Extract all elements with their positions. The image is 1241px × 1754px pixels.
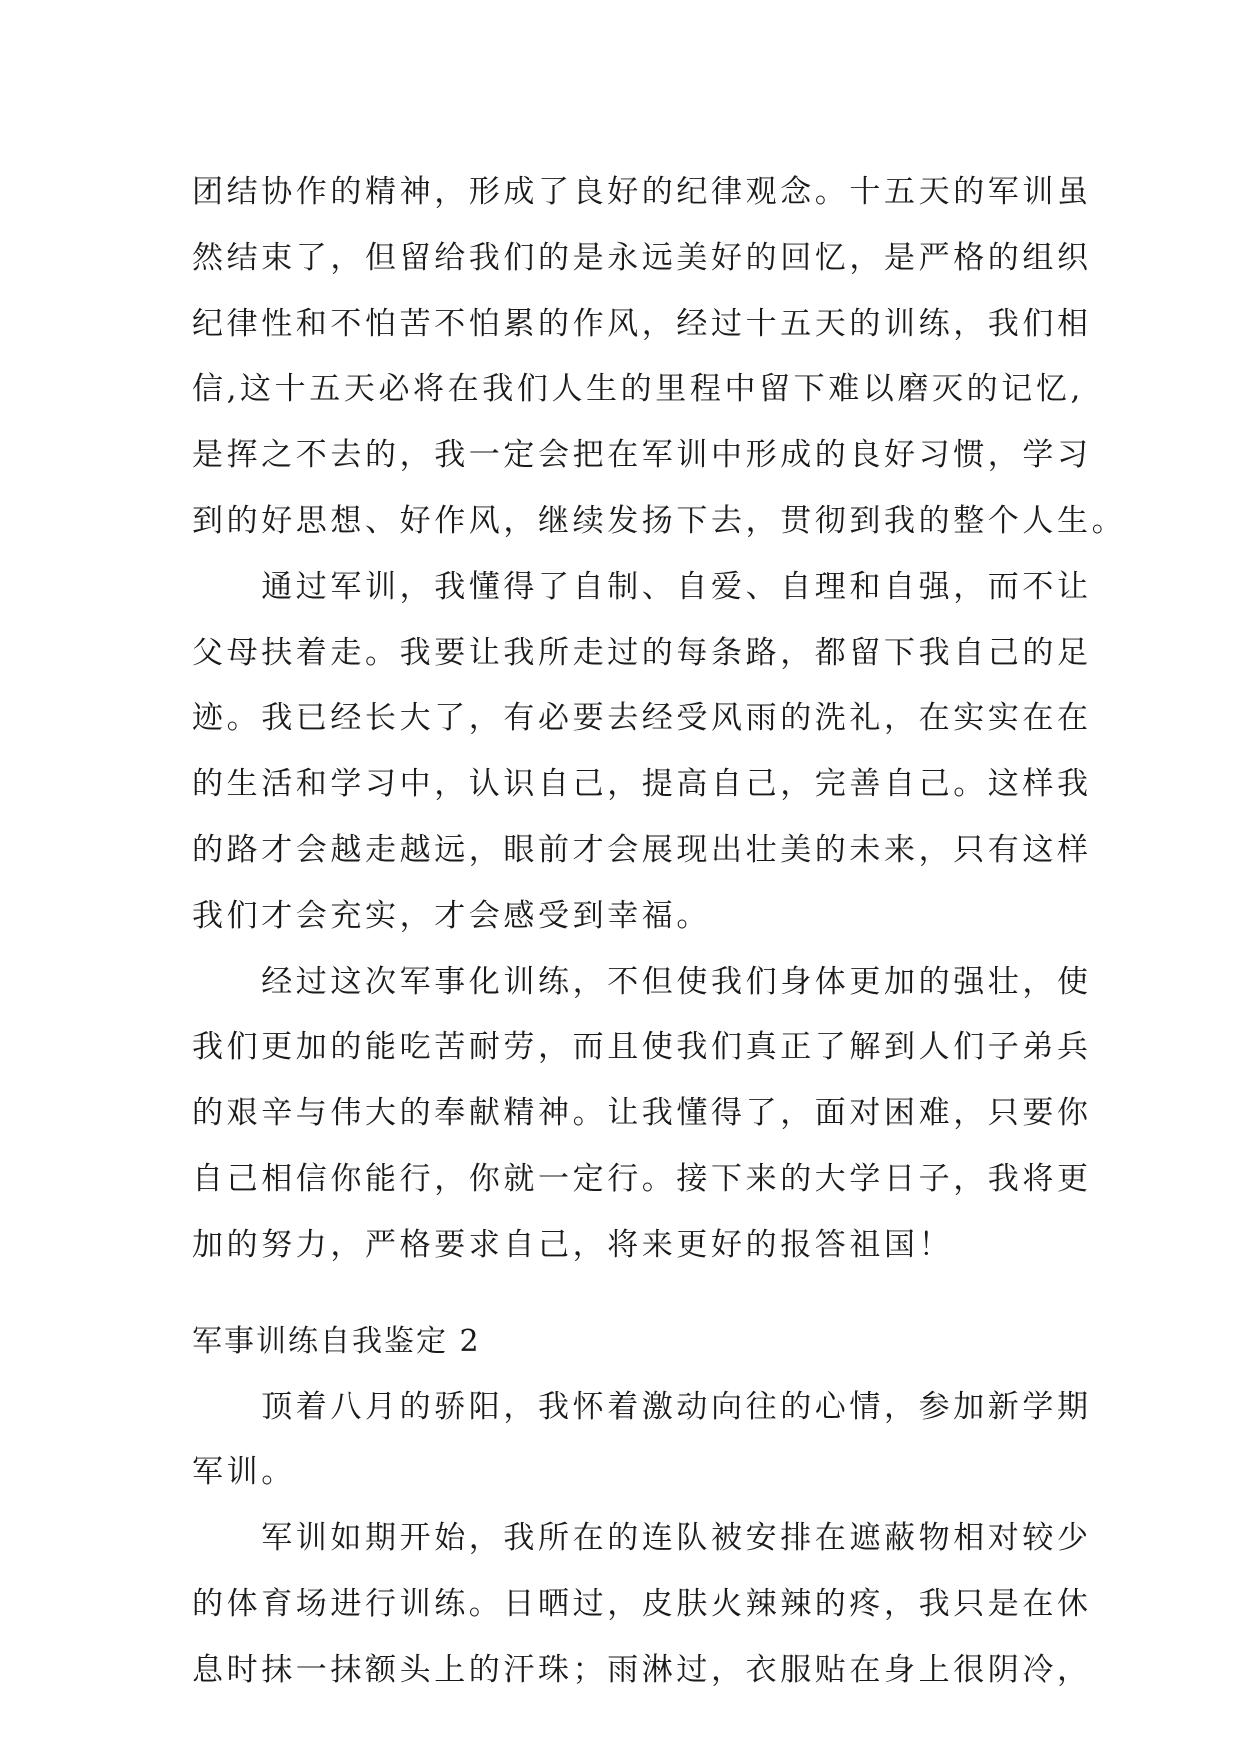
text-line: 纪律性和不怕苦不怕累的作风，经过十五天的训练，我们相 bbox=[192, 305, 1092, 342]
text-line: 自己相信你能行，你就一定行。接下来的大学日子，我将更 bbox=[192, 1160, 1092, 1197]
section-heading: 军事训练自我鉴定 2 bbox=[192, 1323, 481, 1359]
text-line: 经过这次军事化训练，不但使我们身体更加的强壮，使 bbox=[192, 963, 1092, 1000]
document-body bbox=[192, 160, 1127, 1704]
text-line: 顶着八月的骄阳，我怀着激动向往的心情，参加新学期 bbox=[192, 1388, 1092, 1425]
text-line: 军训如期开始，我所在的连队被安排在遮蔽物相对较少 bbox=[192, 1520, 1092, 1557]
text-line: 的路才会越走越远，眼前才会展现出壮美的未来，只有这样 bbox=[192, 831, 1092, 868]
text-line: 息时抹一抹额头上的汗珠；雨淋过，衣服贴在身上很阴冷， bbox=[192, 1651, 1092, 1688]
text-line: 迹。我已经长大了，有必要去经受风雨的洗礼，在实实在在 bbox=[192, 700, 1092, 737]
text-line: 信,这十五天必将在我们人生的里程中留下难以磨灭的记忆, bbox=[192, 371, 1084, 408]
text-line: 团结协作的精神，形成了良好的纪律观念。十五天的军训虽 bbox=[192, 174, 1092, 210]
paragraph-3 bbox=[192, 950, 1092, 1279]
text-line: 父母扶着走。我要让我所走过的每条路，都留下我自己的足 bbox=[192, 634, 1092, 671]
text-line: 是挥之不去的，我一定会把在军训中形成的良好习惯，学习 bbox=[192, 437, 1092, 474]
paragraph-1 bbox=[192, 160, 1127, 555]
section-spacer bbox=[192, 1279, 1062, 1309]
paragraph-5 bbox=[192, 1506, 1092, 1703]
text-line: 的艰辛与伟大的奉献精神。让我懂得了，面对困难，只要你 bbox=[192, 1095, 1092, 1132]
text-line: 然结束了，但留给我们的是永远美好的回忆，是严格的组织 bbox=[192, 239, 1092, 276]
paragraph-4 bbox=[192, 1375, 1092, 1507]
text-line: 我们才会充实，才会感受到幸福。 bbox=[192, 897, 711, 934]
text-line: 通过军训，我懂得了自制、自爱、自理和自强，而不让 bbox=[192, 568, 1092, 605]
paragraph-2 bbox=[192, 555, 1092, 950]
text-line: 的生活和学习中，认识自己，提高自己，完善自己。这样我 bbox=[192, 766, 1092, 803]
text-line: 军训。 bbox=[192, 1454, 296, 1491]
text-line: 的体育场进行训练。日晒过，皮肤火辣辣的疼，我只是在休 bbox=[192, 1585, 1092, 1622]
text-line: 到的好思想、好作风，继续发扬下去，贯彻到我的整个人生。 bbox=[192, 502, 1127, 539]
text-line: 加的努力，严格要求自己，将来更好的报答祖国！ bbox=[192, 1226, 954, 1263]
text-line: 我们更加的能吃苦耐劳，而且使我们真正了解到人们子弟兵 bbox=[192, 1029, 1092, 1066]
